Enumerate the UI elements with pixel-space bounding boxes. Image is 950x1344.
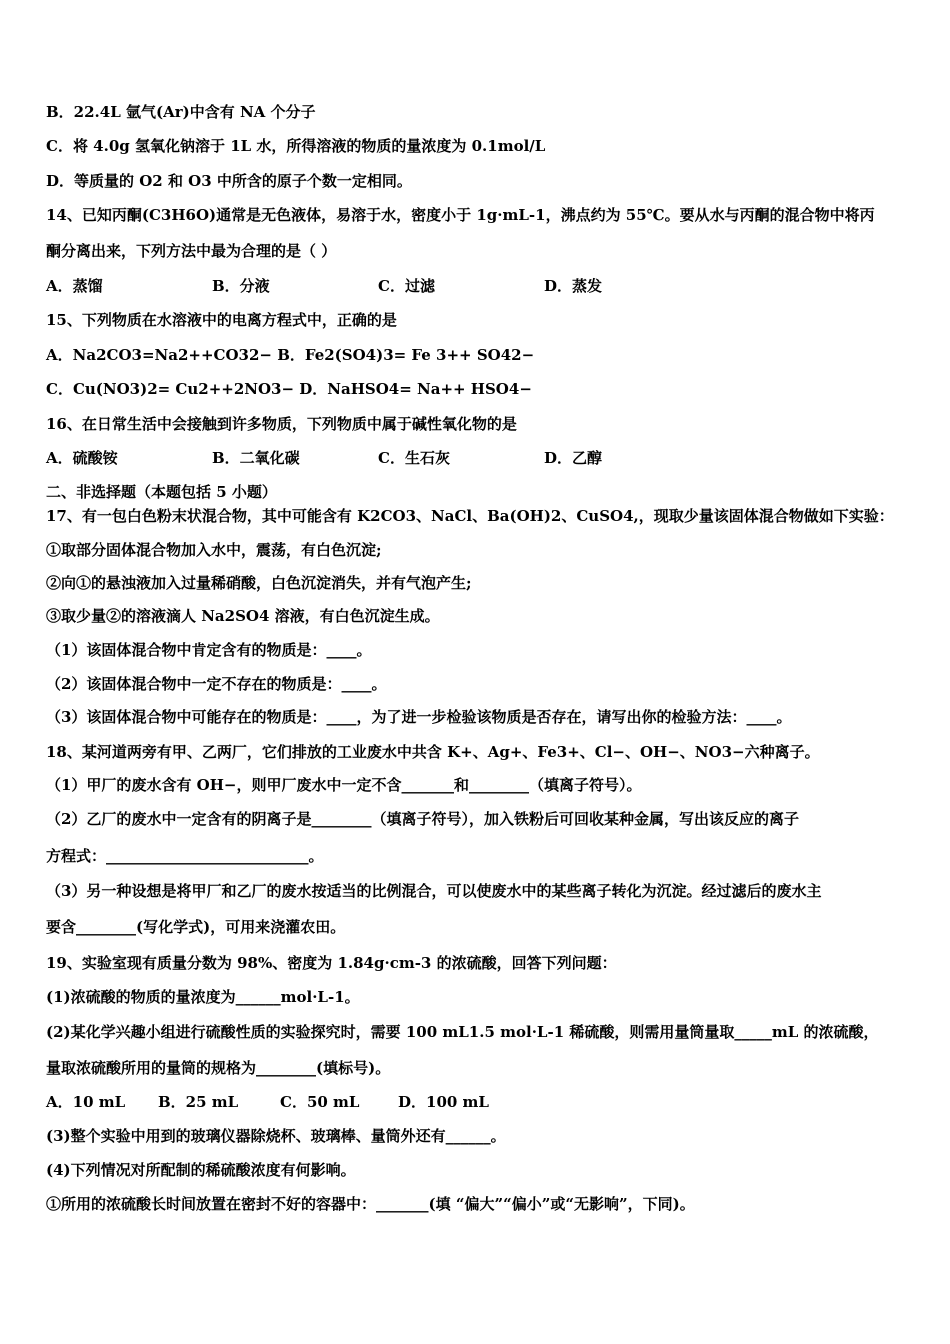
q19-option-c: C．50 mL [280,1093,360,1111]
q13-option-d: D．等质量的 O2 和 O3 中所含的原子个数一定相同。 [46,172,412,190]
q18-part-1: （1）甲厂的废水含有 OH−，则甲厂废水中一定不含_______和________（填离子符号）。 [46,776,642,794]
q14-options [46,276,602,296]
q17-step-1: ①取部分固体混合物加入水中，震荡，有白色沉淀; [46,541,382,559]
q15-options-cd: C．Cu(NO3)2= Cu2++2NO3− D．NaHSO4= Na++ HSO4− [46,380,532,398]
q13-option-b: B．22.4L 氩气(Ar)中含有 NA 个分子 [46,103,316,121]
q18-part-2-line2: 方程式：___________________________。 [46,847,324,865]
q19-options [46,1092,489,1112]
q18-part-2-line1: （2）乙厂的废水中一定含有的阴离子是________（填离子符号），加入铁粉后可回收某种金属，写出该反应的离子 [46,810,799,828]
q14-option-d: D．蒸发 [544,277,603,295]
q19-part-4: (4)下列情况对所配制的稀硫酸浓度有何影响。 [46,1161,356,1179]
q15-stem: 15、下列物质在水溶液中的电离方程式中，正确的是 [46,311,397,329]
q19-stem: 19、实验室现有质量分数为 98%、密度为 1.84g·cm-3 的浓硫酸，回答下列问题： [46,954,617,972]
q17-step-3: ③取少量②的溶液滴人 Na2SO4 溶液，有白色沉淀生成。 [46,607,440,625]
q17-part-2: （2）该固体混合物中一定不存在的物质是：____。 [46,675,387,693]
q19-part-4-item-1: ①所用的浓硫酸长时间放置在密封不好的容器中：_______(填 “偏大”“偏小”或“无影响”，下同)。 [46,1195,695,1213]
q17-step-2: ②向①的悬浊液加入过量稀硝酸，白色沉淀消失，并有气泡产生; [46,574,472,592]
q18-stem: 18、某河道两旁有甲、乙两厂，它们排放的工业废水中共含 K+、Ag+、Fe3+、Cl−、OH−、NO3−六种离子。 [46,743,820,761]
q14-option-c: C．过滤 [378,277,435,295]
q19-part-1: (1)浓硫酸的物质的量浓度为______mol·L-1。 [46,988,360,1006]
q19-part-2-line1: (2)某化学兴趣小组进行硫酸性质的实验探究时，需要 100 mL1.5 mol·L-1 稀硫酸，则需用量筒量取_____mL 的浓硫酸， [46,1023,879,1041]
q16-stem: 16、在日常生活中会接触到许多物质，下列物质中属于碱性氧化物的是 [46,415,517,433]
q14-stem-line2: 酮分离出来，下列方法中最为合理的是（ ） [46,242,337,260]
q14-stem-line1: 14、已知丙酮(C3H6O)通常是无色液体，易溶于水，密度小于 1g·mL-1，沸点约为 55℃。要从水与丙酮的混合物中将丙 [46,206,875,224]
q15-options-ab: A．Na2CO3=Na2++CO32− B．Fe2(SO4)3= Fe 3++ SO42− [46,346,535,364]
q19-part-2-line2: 量取浓硫酸所用的量筒的规格为________(填标号)。 [46,1059,391,1077]
q19-part-3: (3)整个实验中用到的玻璃仪器除烧杯、玻璃棒、量筒外还有______。 [46,1127,506,1145]
q16-options [46,448,602,468]
q18-part-3-line1: （3）另一种设想是将甲厂和乙厂的废水按适当的比例混合，可以使废水中的某些离子转化为沉淀。经过滤后的废水主 [46,882,822,900]
q19-option-d: D．100 mL [398,1093,489,1111]
q18-part-3-line2: 要含________(写化学式)，可用来浇灌农田。 [46,918,346,936]
q16-option-c: C．生石灰 [378,449,450,467]
q13-option-c: C．将 4.0g 氢氧化钠溶于 1L 水，所得溶液的物质的量浓度为 0.1mol/L [46,137,546,155]
q16-option-a: A．硫酸铵 [46,449,118,467]
q17-part-3: （3）该固体混合物中可能存在的物质是：____，为了进一步检验该物质是否存在，请写出你的检验方法：____。 [46,708,792,726]
q19-option-a: A．10 mL [46,1093,126,1111]
q16-option-b: B．二氧化碳 [212,449,300,467]
q16-option-d: D．乙醇 [544,449,603,467]
q19-option-b: B．25 mL [158,1093,239,1111]
q14-option-a: A．蒸馏 [46,277,103,295]
q17-stem: 17、有一包白色粉末状混合物，其中可能含有 K2CO3、NaCl、Ba(OH)2、CuSO4,，现取少量该固体混合物做如下实验： [46,507,894,525]
q17-part-1: （1）该固体混合物中肯定含有的物质是：____。 [46,641,372,659]
q14-option-b: B．分液 [212,277,270,295]
section-2-heading: 二、非选择题（本题包括 5 小题） [46,483,277,501]
